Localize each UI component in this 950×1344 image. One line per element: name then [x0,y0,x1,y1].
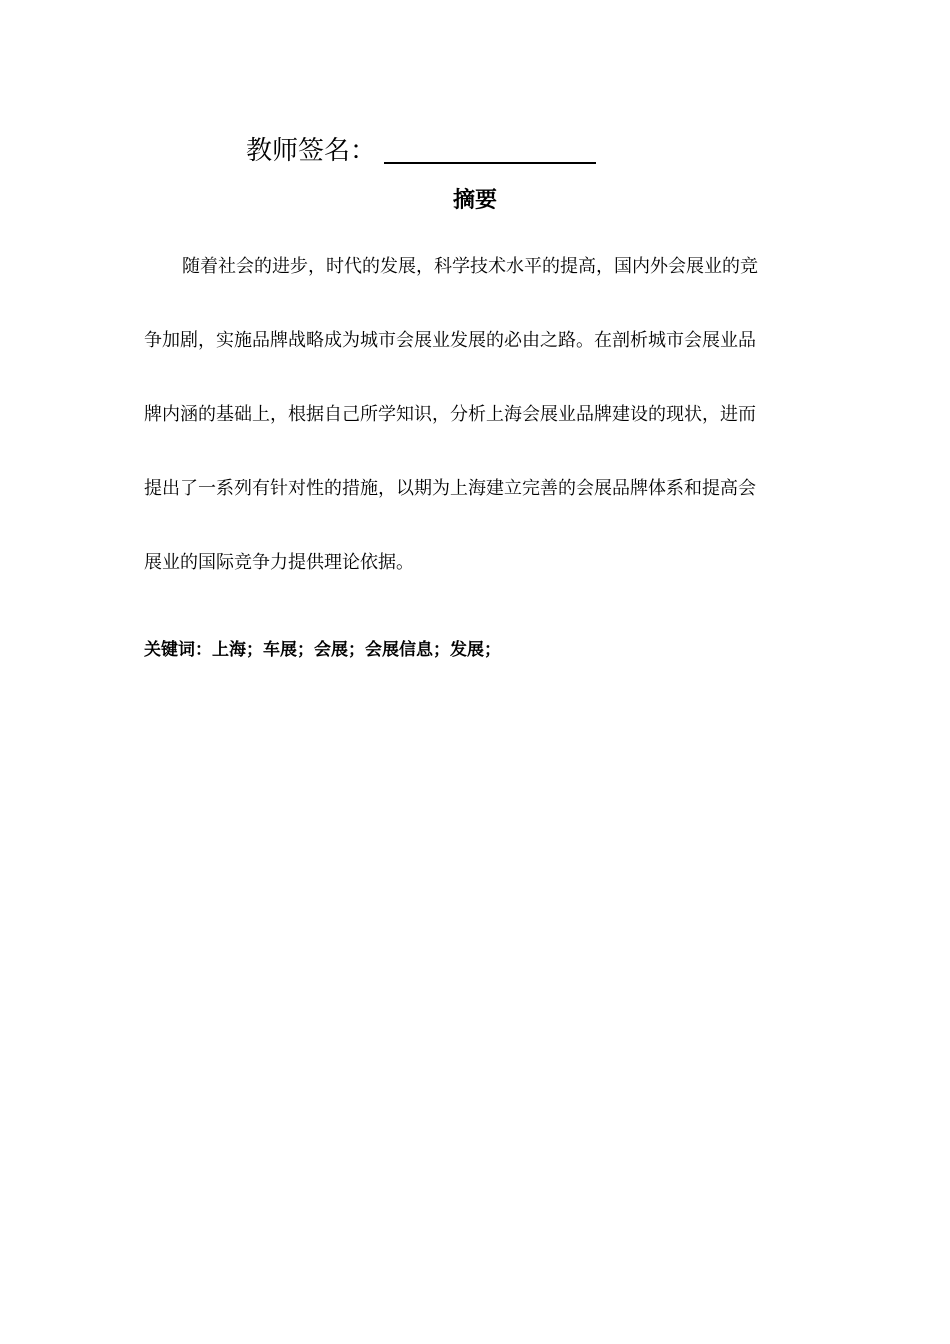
abstract-line: 展业的国际竞争力提供理论依据。 [144,552,414,573]
abstract-body [144,252,800,622]
abstract-line: 随着社会的进步，时代的发展，科学技术水平的提高，国内外会展业的竞 [182,256,758,277]
teacher-signature [246,132,596,168]
abstract-line: 牌内涵的基础上，根据自己所学知识，分析上海会展业品牌建设的现状，进而 [144,404,756,425]
signature-label: 教师签名： [246,136,377,166]
abstract-line: 提出了一系列有针对性的措施，以期为上海建立完善的会展品牌体系和提高会 [144,478,756,499]
abstract-line: 争加剧，实施品牌战略成为城市会展业发展的必由之路。在剖析城市会展业品 [144,330,756,351]
signature-line [384,162,596,164]
keywords: 关键词：上海；车展；会展；会展信息；发展； [144,640,501,660]
abstract-title: 摘要 [452,188,497,213]
